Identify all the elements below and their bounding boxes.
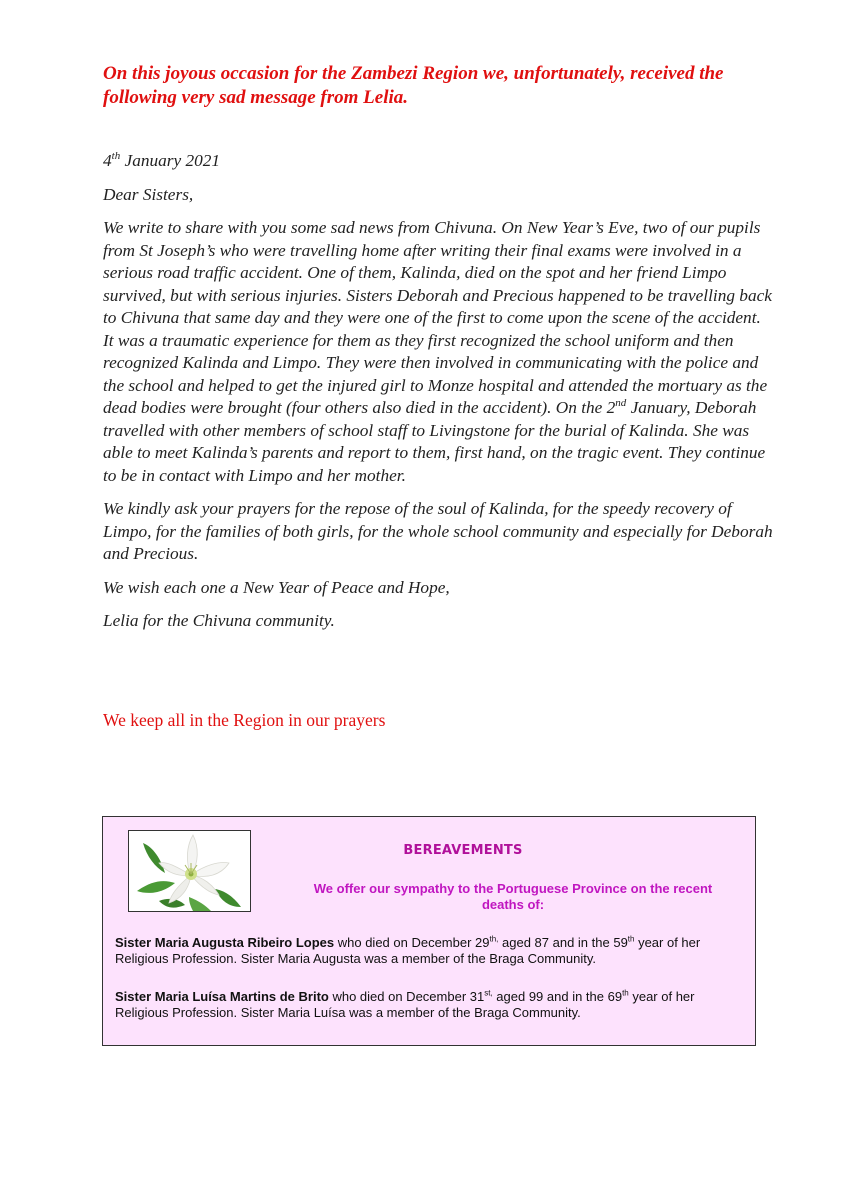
entry-name: Sister Maria Luísa Martins de Brito	[115, 989, 329, 1004]
letter-body-part2: January, Deborah travelled with other members of school staff to Livingstone for the burial of Kalinda. She was able to meet Kalinda’s parents and report to them, first hand, on the tragic event. They continue to be in contact with Limpo and her mother.	[103, 398, 766, 485]
letter-wishes: We wish each one a New Year of Peace and Hope,	[103, 577, 450, 597]
intro-heading: On this joyous occasion for the Zambezi Region we, unfortunately, received the following very sad message from Lelia.	[103, 63, 724, 108]
bereavement-entry	[115, 989, 745, 1021]
letter	[103, 150, 775, 644]
letter-body-sup: nd	[615, 397, 627, 410]
letter-date	[103, 150, 775, 173]
bereavements-subtitle: We offer our sympathy to the Portuguese Province on the recent deaths of:	[313, 881, 713, 912]
bereavements-box	[102, 816, 756, 1046]
entry-text: year of her Religious Profession. Sister Maria Augusta was a member of the Braga Community.	[115, 935, 701, 966]
entry-sup: th,	[489, 934, 499, 944]
entry-text: who died on December 31	[328, 989, 485, 1004]
closing-prayers: We keep all in the Region in our prayers	[103, 710, 386, 730]
letter-signature: Lelia for the Chivuna community.	[103, 611, 335, 630]
date-suffix: th	[111, 150, 121, 163]
bereavement-entry	[115, 935, 745, 967]
entry-text: year of her Religious Profession. Sister Maria Luísa was a member of the Braga Community.	[115, 989, 695, 1020]
entry-text: aged 99 and in the 69	[492, 989, 623, 1004]
entry-sup: th	[627, 934, 635, 944]
date-day: 4	[103, 151, 112, 170]
entry-sup: th	[622, 988, 629, 998]
letter-prayer-request: We kindly ask your prayers for the repose of the soul of Kalinda, for the speedy recovery of Limpo, for the families of both girls, for the whole school community and especially for Deborah and Precious.	[103, 499, 773, 563]
entry-text: who died on December 29	[334, 935, 490, 950]
date-rest: January 2021	[120, 151, 221, 170]
entry-name: Sister Maria Augusta Ribeiro Lopes	[115, 935, 335, 950]
entry-sup: st,	[484, 988, 493, 998]
bereavements-title: BEREAVEMENTS	[403, 843, 523, 858]
letter-body-part1: We write to share with you some sad news from Chivuna. On New Year’s Eve, two of our pupils from St Joseph’s who were travelling home after writing their final exams were involved in a serious road traffic accident. One of them, Kalinda, died on the spot and her friend Limpo survived, but with serious injuries. Sisters Deborah and Precious happened to be travelling back to Chivuna that same day and they were one of the first to come upon the scene of the accident. It was a traumatic experience for them as they first recognized the school uniform and then recognized Kalinda and Limpo. They were then involved in communicating with the police and the school and helped to get the injured girl to Monze hospital and attended the mortuary as the dead bodies were brought (four others also died in the accident). On the 2	[103, 218, 772, 417]
letter-body	[103, 217, 775, 487]
entry-text: aged 87 and in the 59	[498, 935, 628, 950]
letter-salutation: Dear Sisters,	[103, 184, 194, 204]
